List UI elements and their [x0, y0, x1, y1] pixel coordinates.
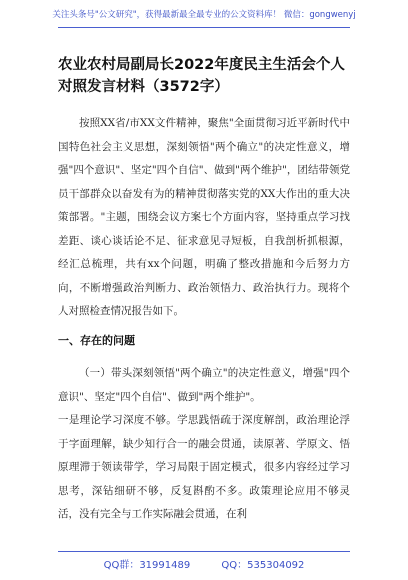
header-divider: [58, 27, 350, 28]
footer-contacts: [0, 556, 408, 571]
intro-paragraph: 按照XX省/市XX文件精神，聚焦"全面贯彻习近平新时代中国特色社会主义思想，深刻领悟"两个确立"的决定性意义，增强"四个意识"、坚定"四个自信"、做到"两个维护"，团结带领党员干部群众以奋发有为的精神贯彻落实党的XX大作出的重大决策部署。"主题，围绕会议方案七个方面内容，坚持重点学习找差距、谈心谈话论不足、征求意见寻短板，自我剖析抓根源，经汇总梳理，共有xx个问题，明确了整改措施和今后努力方向，不断增强政治判断力、政治领悟力、政治执行力。现将个人对照检查情况报告如下。: [58, 117, 350, 317]
section-heading: 一、存在的问题: [58, 334, 135, 347]
footer-qq-group: QQ群：31991489: [103, 560, 191, 571]
section-body: [58, 362, 350, 527]
document-body: [58, 112, 350, 324]
footer-divider: [58, 551, 350, 552]
document-title: 农业农村局副局长2022年度民主生活会个人对照发言材料（3572字）: [58, 57, 345, 95]
subsection-paragraph: （一）带头深刻领悟"两个确立"的决定性意义，增强"四个意识"、坚定"四个自信"、做到"两个维护"。: [58, 367, 350, 403]
header-banner: 关注头条号"公文研究"，获得最新最全最专业的公文资料库！ 微信：gongwenyj: [52, 10, 356, 20]
body-paragraph: 一是理论学习深度不够。学思践悟疏于深度解剖，政治理论浮于字面理解，缺少知行合一的融会贯通，读原著、学原文、悟原理滞于领读带学，学习局限于固定模式，很多内容经过学习思考，深钻细研不够，反复斟酌不多。政策理论应用不够灵活，没有完全与工作实际融会贯通，在利: [58, 414, 350, 520]
footer-qq: QQ：535304092: [221, 560, 305, 571]
